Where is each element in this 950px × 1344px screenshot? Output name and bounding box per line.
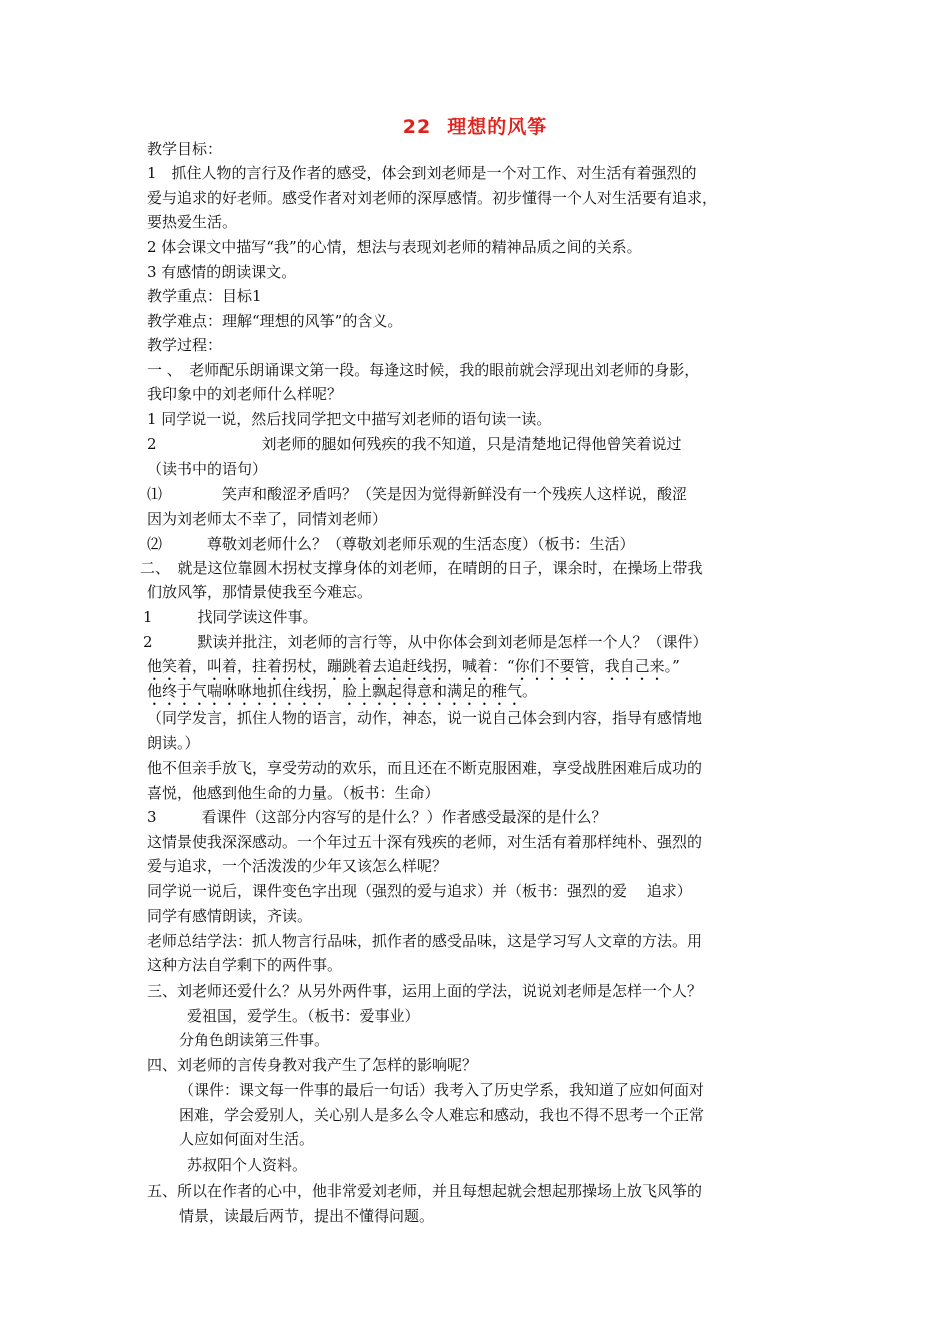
- text-line: 因为刘老师太不幸了，同情刘老师）: [147, 510, 388, 528]
- text-line: 1 同学说一说，然后找同学把文中描写刘老师的语句读一读。: [147, 410, 552, 428]
- text-line: 教学重点：目标1: [147, 287, 262, 305]
- text-line: 爱与追求的好老师。感受作者对刘老师的深厚感情。初步懂得一个人对生活要有追求，: [147, 189, 718, 207]
- text-line: 教学过程：: [147, 336, 223, 354]
- text-line: （读书中的语句）: [147, 460, 268, 478]
- text-line: 情景，读最后两节，提出不懂得问题。: [179, 1207, 435, 1225]
- text-line: （课件：课文每一件事的最后一句话）我考入了历史学系，我知道了应如何面对: [179, 1081, 705, 1099]
- text-line: 2 体会课文中描写“我”的心情，想法与表现刘老师的精神品质之间的关系。: [147, 238, 642, 256]
- text-line: 五、所以在作者的心中，他非常爱刘老师，并且每想起就会想起那操场上放飞风筝的: [147, 1182, 703, 1200]
- lesson-title: 理想的风筝: [447, 116, 548, 138]
- text-line: 3 看课件（这部分内容写的是什么？）作者感受最深的是什么？: [147, 808, 607, 826]
- text-line: 我印象中的刘老师什么样呢？: [147, 385, 343, 403]
- text-line: 这种方法自学剩下的两件事。: [147, 956, 343, 974]
- text-line: 困难，学会爱别人，关心别人是多么令人难忘和感动，我也不得不思考一个正常: [179, 1106, 705, 1124]
- text-line: 苏叔阳个人资料。: [187, 1156, 308, 1174]
- text-line: 2 刘老师的腿如何残疾的我不知道，只是清楚地记得他曾笑着说过: [147, 435, 682, 453]
- text-line: 爱祖国，爱学生。（板书：爱事业）: [187, 1007, 420, 1025]
- text-line: （同学发言，抓住人物的语言，动作，神态，说一说自己体会到内容，指导有感情地: [147, 709, 703, 727]
- lesson-number: 22: [402, 116, 432, 138]
- text-line: 同学说一说后，课件变色字出现（强烈的爱与追求）并（板书：强烈的爱 追求）: [147, 882, 692, 900]
- text-line: 2 默读并批注，刘老师的言行等，从中你体会到刘老师是怎样一个人？（课件）: [143, 633, 708, 651]
- text-line: 1 找同学读这件事。: [143, 608, 318, 626]
- text-line: 三、刘老师还爱什么？从另外两件事，运用上面的学法，说说刘老师是怎样一个人？: [147, 982, 703, 1000]
- text-line: 1 抓住人物的言行及作者的感受，体会到刘老师是一个对工作、对生活有着强烈的: [147, 164, 697, 182]
- text-line: 一 、 老师配乐朗诵课文第一段。每逢这时候，我的眼前就会浮现出刘老师的身影，: [147, 361, 700, 379]
- text-line: ⑵ 尊敬刘老师什么？（尊敬刘老师乐观的生活态度）（板书：生活）: [147, 535, 635, 553]
- text-line: 老师总结学法：抓人物言行品味，抓作者的感受品味，这是学习写人文章的方法。用: [147, 932, 703, 950]
- text-line: 人应如何面对生活。: [179, 1130, 315, 1148]
- text-line: 这情景使我深深感动。一个年过五十深有残疾的老师，对生活有着那样纯朴、强烈的: [147, 833, 703, 851]
- text-line: 分角色朗读第三件事。: [179, 1031, 330, 1049]
- text-line-emphasis: 他终于气喘咻咻地抓住线拐，脸上飘起得意和满足的稚气。: [147, 682, 538, 700]
- text-line: 喜悦，他感到他生命的力量。（板书：生命）: [147, 784, 440, 802]
- text-line: 四、刘老师的言传身教对我产生了怎样的影响呢？: [147, 1056, 478, 1074]
- text-line: 爱与追求，一个活泼泼的少年又该怎么样呢？: [147, 857, 448, 875]
- text-line: 们放风筝，那情景使我至今难忘。: [147, 583, 373, 601]
- text-line: 同学有感情朗读，齐读。: [147, 907, 313, 925]
- text-line: 3 有感情的朗读课文。: [147, 263, 297, 281]
- text-line-emphasis: 他笑着，叫着，拄着拐杖，蹦跳着去追赶线拐，喊着：“你们不要管，我自己来。”: [147, 657, 680, 675]
- text-line: 要热爱生活。: [147, 213, 238, 231]
- text-line: ⑴ 笑声和酸涩矛盾吗？（笑是因为觉得新鲜没有一个残疾人这样说，酸涩: [147, 485, 688, 503]
- text-line: 朗读。）: [147, 734, 200, 752]
- text-line: 他不但亲手放飞，享受劳动的欢乐，而且还在不断克服困难，享受战胜困难后成功的: [147, 759, 703, 777]
- page-title: [0, 112, 950, 139]
- text-line: 二、 就是这位靠圆木拐杖支撑身体的刘老师，在晴朗的日子，课余时，在操场上带我: [140, 559, 703, 577]
- text-line: 教学难点：理解“理想的风筝”的含义。: [147, 312, 403, 330]
- text-line: 教学目标：: [147, 140, 223, 158]
